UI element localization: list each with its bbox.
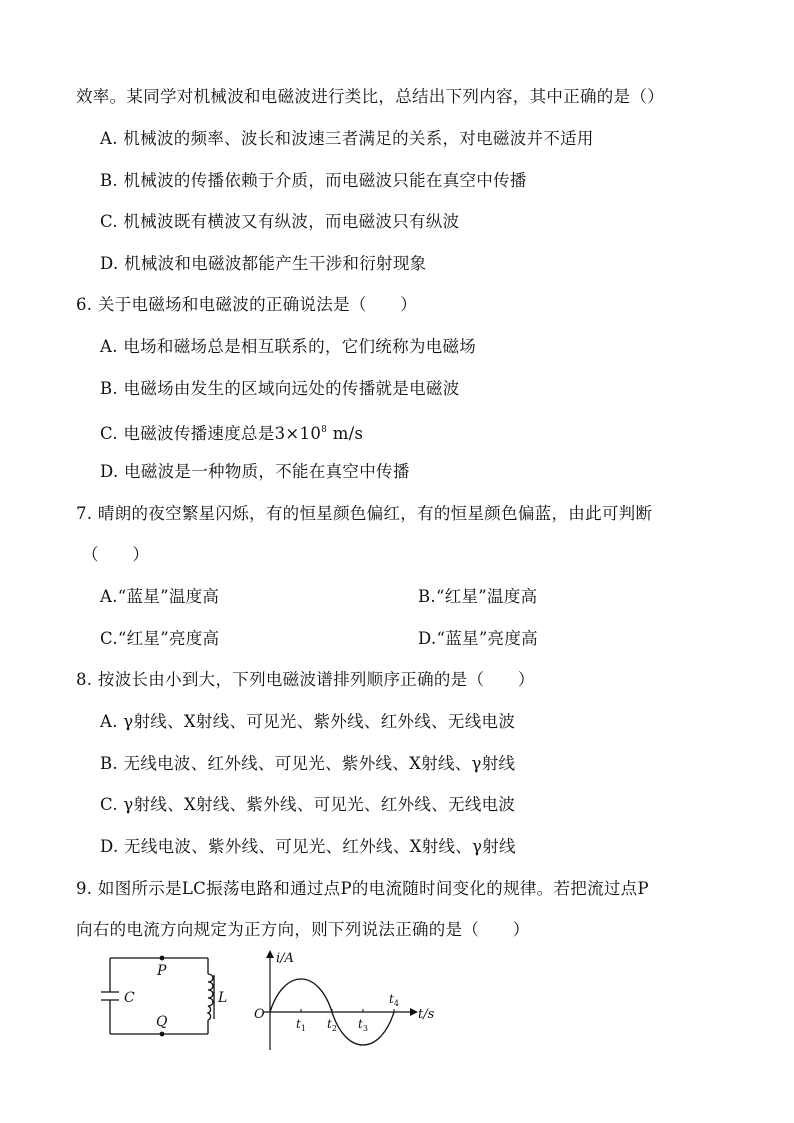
q5-option-b: B. 机械波的传播依赖于介质，而电磁波只能在真空中传播 — [100, 171, 527, 190]
y-axis-label: i/A — [276, 951, 294, 966]
q7-option-b: B.“红星”温度高 — [418, 587, 538, 606]
q7-stem-cont: （ ） — [82, 545, 150, 564]
lc-figure — [96, 948, 456, 1058]
q7-stem: 7. 晴朗的夜空繁星闪烁，有的恒星颜色偏红，有的恒星颜色偏蓝，由此可判断 — [76, 504, 653, 523]
q6-stem: 6. 关于电磁场和电磁波的正确说法是（ ） — [76, 295, 418, 314]
q7-option-a: A.“蓝星”温度高 — [100, 587, 220, 606]
q6-option-c-text: C. 电磁波传播速度总是3×10 — [100, 424, 322, 443]
q8-option-a: A. γ射线、X射线、可见光、紫外线、红外线、无线电波 — [100, 712, 516, 731]
q6-option-b: B. 电磁场由发生的区域向远处的传播就是电磁波 — [100, 379, 460, 398]
point-q-label: Q — [156, 1014, 168, 1030]
origin-label: O — [254, 1007, 265, 1022]
q5-stem: 效率。某同学对机械波和电磁波进行类比，总结出下列内容，其中正确的是（） — [76, 87, 664, 106]
x-axis-arrow — [410, 1008, 418, 1016]
q5-option-c: C. 机械波既有横波又有纵波，而电磁波只有纵波 — [100, 212, 460, 231]
q5-option-a: A. 机械波的频率、波长和波速三者满足的关系，对电磁波并不适用 — [100, 129, 594, 148]
point-q-dot — [160, 1032, 165, 1037]
q5-option-d: D. 机械波和电磁波都能产生干涉和衍射现象 — [100, 254, 427, 273]
inductor-coil — [208, 974, 213, 1020]
t3-label: $t_3$ — [358, 1017, 368, 1033]
q9-stem: 9. 如图所示是LC振荡电路和通过点P的电流随时间变化的规律。若把流过点P — [76, 879, 649, 898]
capacitor-label: C — [124, 990, 135, 1006]
point-p-dot — [160, 956, 165, 961]
q9-stem-cont: 向右的电流方向规定为正方向，则下列说法正确的是（ ） — [76, 920, 530, 939]
q6-option-d: D. 电磁波是一种物质，不能在真空中传播 — [100, 462, 410, 481]
t2-label: $t_2$ — [327, 1017, 337, 1033]
q8-stem: 8. 按波长由小到大，下列电磁波谱排列顺序正确的是（ ） — [76, 670, 535, 689]
q7-option-c: C.“红星”亮度高 — [100, 629, 220, 648]
point-p-label: P — [157, 963, 167, 979]
q6-option-c — [100, 419, 363, 445]
q7-option-d: D.“蓝星”亮度高 — [418, 629, 538, 648]
y-axis-arrow — [266, 950, 274, 958]
q6-option-c-unit: m/s — [327, 424, 364, 443]
q8-option-d: D. 无线电波、紫外线、可见光、红外线、X射线、γ射线 — [100, 837, 516, 856]
t1-label: $t_1$ — [296, 1017, 306, 1033]
x-axis-label: t/s — [418, 1007, 435, 1022]
inductor-label: L — [218, 990, 228, 1006]
q6-option-a: A. 电场和磁场总是相互联系的，它们统称为电磁场 — [100, 337, 477, 356]
q6-option-c-exponent: 8 — [321, 425, 328, 435]
t4-label: $t_4$ — [389, 992, 399, 1008]
q8-option-c: C. γ射线、X射线、紫外线、可见光、红外线、无线电波 — [100, 795, 516, 814]
q8-option-b: B. 无线电波、红外线、可见光、紫外线、X射线、γ射线 — [100, 754, 516, 773]
